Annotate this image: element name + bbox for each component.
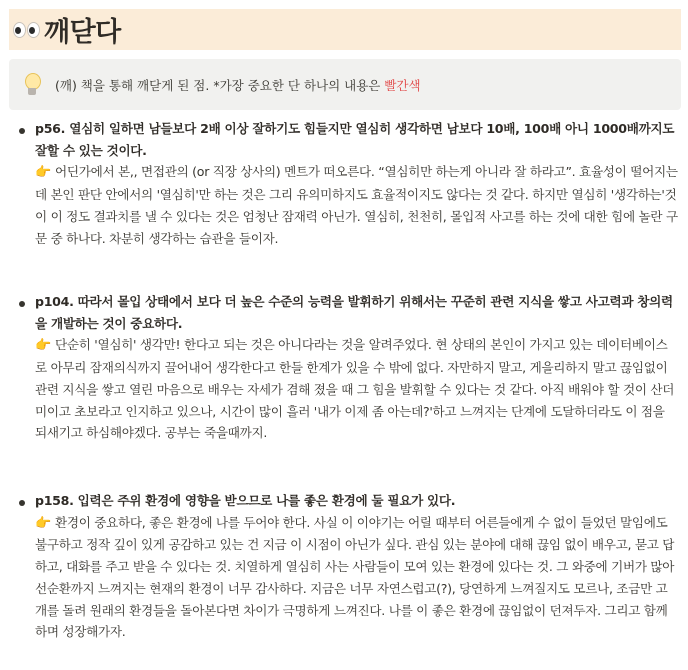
list-item xyxy=(35,490,679,643)
page-title: 깨닫다 xyxy=(44,17,121,48)
entry-heading: p104. 따라서 몰입 상태에서 보다 더 높은 수준의 능력을 발휘하기 위해서는 꾸준히 관련 지식을 쌓고 사고력과 창의력을 개발하는 것이 중요하다. xyxy=(35,294,673,331)
bullet-icon xyxy=(19,301,25,307)
bullet-icon xyxy=(19,500,25,506)
callout-text xyxy=(55,76,421,94)
page-title-bar xyxy=(9,9,681,50)
entry-body-text: 어딘가에서 본,, 면접관의 (or 직장 상사의) 멘트가 떠오른다. “열심히만 하는게 아니라 잘 하라고”. 효율성이 떨어지는데 본인 판단 안에서의 '열심히'만 하는 것은 그리 유의미하지도 효율적이지도 않다는 것 같다. 하지만 열심히 '생각하는'것이 이 정도 결과치를 낼 수 있다는 것은 엄청난 잠재력 아닌가. 열심히, 천천히, 몰입적 사고를 하는 것에 대한 힘에 놀란 구문 중 하나다. 차분히 생각하는 습관을 들이자. xyxy=(35,164,678,246)
entry-heading: p56. 열심히 일하면 남들보다 2배 이상 잘하기도 힘들지만 열심히 생각하면 남보다 10배, 100배 아니 1000배까지도 잘할 수 있는 것이다. xyxy=(35,121,675,158)
list-item xyxy=(35,291,679,444)
entry-heading: p158. 입력은 주위 환경에 영향을 받으므로 나를 좋은 환경에 둘 필요가 있다. xyxy=(35,493,456,508)
bullet-icon xyxy=(19,128,25,134)
entry-body xyxy=(35,161,679,249)
entry-body-text: 환경이 중요하다, 좋은 환경에 나를 두어야 한다. 사실 이 이야기는 어릴 때부터 어른들에게 수 없이 들었던 말임에도 불구하고 정작 깊이 있게 공감하고 있는 건 지금 이 시점이 아닌가 싶다. 관심 있는 분야에 대해 끊임 없이 배우고, 묻고 답하고, 대화를 주고 받을 수 있다는 것. 치열하게 열심히 사는 사람들이 모여 있는 환경에 있다는 것. 그 와중에 기버가 많아 선순환까지 느껴지는 현재의 환경이 너무 감사하다. 지금은 너무 자연스럽고(?), 당연하게 느껴질지도 모르나, 조금만 고개를 돌려 원래의 환경들을 돌아본다면 차이가 극명하게 느껴진다. 나를 이 좋은 환경에 끊임없이 던져두자. 그리고 함께 하며 성장해가자. xyxy=(35,514,675,640)
right-eye xyxy=(27,22,40,38)
entry-body-text: 단순히 '열심히' 생각만! 한다고 되는 것은 아니다라는 것을 알려주었다. 현 상태의 본인이 가지고 있는 데이터베이스로 아무리 잠재의식까지 끌어내어 생각한다고 한들 한계가 있을 수 밖에 없다. 자만하지 말고, 게을리하지 말고 끊임없이 관련 지식을 쌓고 열린 마음으로 배우는 자세가 겸해 졌을 때 그 힘을 발휘할 수 있다는 것 같다. 아직 배워야 할 것이 산더미이고 초보라고 인지하고 있으나, 시간이 많이 흘러 '내가 이제 좀 아는데?'하고 느껴지는 단계에 도달하더라도 이 점을 되새기고 하심해야겠다. 공부는 죽을때까지. xyxy=(35,337,675,441)
entry-body xyxy=(35,512,679,643)
callout-block xyxy=(9,59,681,110)
list-item xyxy=(35,118,679,249)
eyes-icon xyxy=(13,22,40,38)
callout-highlight: 빨간색 xyxy=(384,77,421,93)
entry-body xyxy=(35,334,679,444)
pointing-hand-icon: 👉 xyxy=(35,515,51,531)
pointing-hand-icon: 👉 xyxy=(35,165,51,181)
left-eye xyxy=(13,22,26,38)
light-bulb-icon xyxy=(23,72,41,98)
pointing-hand-icon: 👉 xyxy=(35,338,51,354)
callout-description: (깨) 책을 통해 깨닫게 된 점. *가장 중요한 단 하나의 내용은 xyxy=(55,77,385,93)
